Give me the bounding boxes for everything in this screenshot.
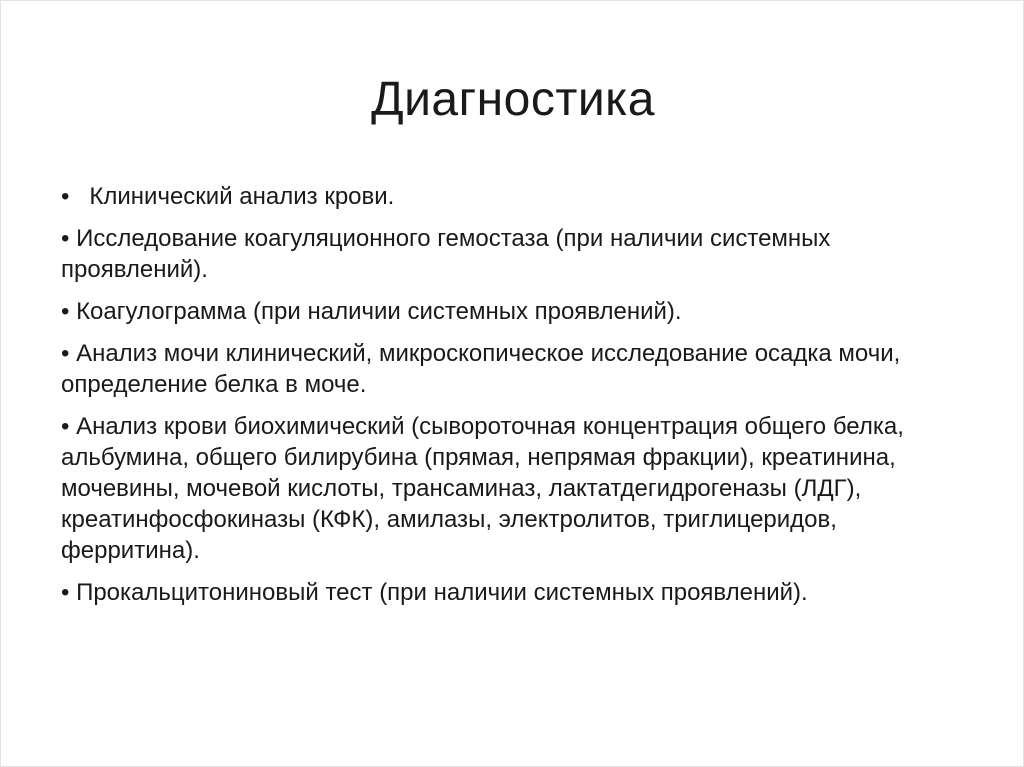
bullet-item: • Коагулограмма (при наличии системных проявлений). [61, 298, 682, 325]
bullet-item: • Анализ мочи клинический, микроскопическое исследование осадка мочи, определение белка в моче. [61, 340, 901, 398]
bullet-item: • Анализ крови биохимический (сывороточная концентрация общего белка, альбумина, общего билирубина (прямая, непрямая фракции), креатинина, мочевины, мочевой кислоты, трансаминаз, лактатдегидрогеназы (ЛДГ), креатинфосфокиназы (КФК), амилазы, электролитов, триглицеридов, ферритина). [61, 413, 904, 564]
bullet-list [61, 181, 981, 619]
bullet-item: • Прокальцитониновый тест (при наличии системных проявлений). [61, 579, 808, 606]
bullet-item: • Исследование коагуляционного гемостаза (при наличии системных проявлений). [61, 225, 831, 283]
slide-title: Диагностика [371, 73, 655, 126]
bullet-item: • Клинический анализ крови. [61, 183, 395, 210]
